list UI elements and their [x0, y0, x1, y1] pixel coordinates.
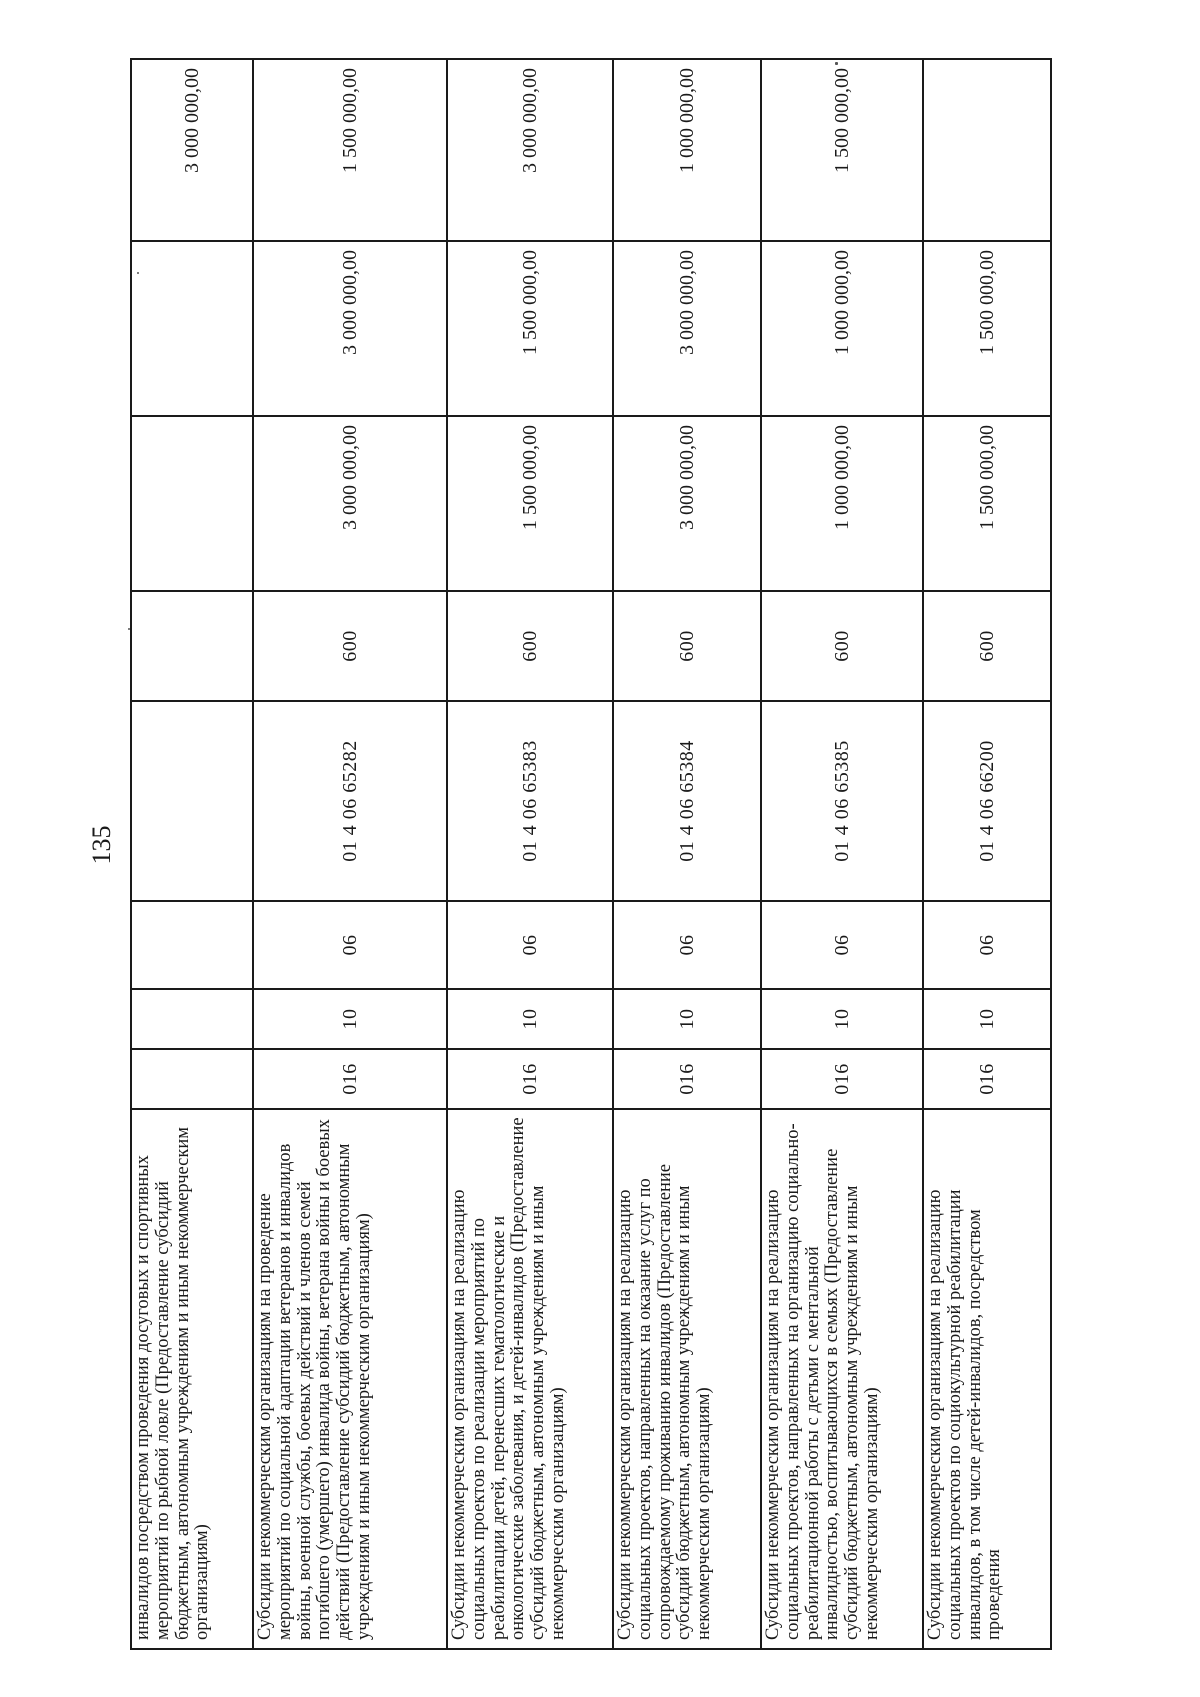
expense-type-cell: 600 [761, 591, 923, 701]
expense-type-cell [131, 591, 253, 701]
target-code-cell [131, 701, 253, 901]
amount-year-3-cell: 1 500 000,00 [253, 59, 447, 241]
table-row [131, 59, 253, 1649]
amount-year-1-cell: 1 000 000,00 [761, 416, 923, 591]
expense-type-cell: 600 [253, 591, 447, 701]
scan-speck [128, 628, 130, 630]
section-code-cell: 10 [923, 989, 1051, 1049]
expense-type-cell: 600 [923, 591, 1051, 701]
amount-year-3-cell [923, 59, 1051, 241]
amount-year-3-cell: 1 000 000,00 [613, 59, 761, 241]
target-code-cell: 01 4 06 66200 [923, 701, 1051, 901]
table-row [923, 59, 1051, 1649]
amount-year-2-cell [131, 241, 253, 416]
amount-year-1-cell [131, 416, 253, 591]
ministry-code-cell: 016 [613, 1049, 761, 1109]
subsection-code-cell [131, 901, 253, 989]
scan-speck [137, 272, 139, 274]
amount-year-1-cell: 3 000 000,00 [253, 416, 447, 591]
amount-year-1-cell: 3 000 000,00 [613, 416, 761, 591]
amount-year-2-cell: 1 500 000,00 [923, 241, 1051, 416]
table-row [253, 59, 447, 1649]
subsection-code-cell: 06 [447, 901, 613, 989]
description-cell: инвалидов посредством проведения досуговых и спортивных мероприятий по рыбной ловле (Предоставление субсидий бюджетным, автономным учреждениям и иным некоммерческим организациям) [131, 1109, 253, 1649]
subsection-code-cell: 06 [761, 901, 923, 989]
ministry-code-cell: 016 [447, 1049, 613, 1109]
table-row [761, 59, 923, 1649]
ministry-code-cell: 016 [761, 1049, 923, 1109]
budget-table [130, 58, 1052, 1650]
target-code-cell: 01 4 06 65383 [447, 701, 613, 901]
description-cell: Субсидии некоммерческим организациям на реализацию социальных проектов по реализации мероприятий по реабилитации детей, перенесших гематологические и онкологические заболевания, и детей-инвалидов (Предоставление субсидий бюджетным, автономным учреждениям и иным некоммерческим организациям) [447, 1109, 613, 1649]
amount-year-3-cell: 1 500 000,00 [761, 59, 923, 241]
section-code-cell: 10 [613, 989, 761, 1049]
scan-speck [835, 62, 838, 65]
amount-year-2-cell: 1 000 000,00 [761, 241, 923, 416]
subsection-code-cell: 06 [613, 901, 761, 989]
description-cell: Субсидии некоммерческим организациям на реализацию социальных проектов по социокультурной реабилитации инвалидов, в том числе детей-инвалидов, посредством проведения [923, 1109, 1051, 1649]
description-cell: Субсидии некоммерческим организациям на проведение мероприятий по социальной адаптации ветеранов и инвалидов войны, военной службы, боевых действий и членов семей погибшего (умершего) инвалида войны, ветерана войны и боевых действий (Предоставление субсидий бюджетным, автономным учреждениям и иным некоммерческим организациям) [253, 1109, 447, 1649]
page-number: 135 [87, 825, 116, 865]
section-code-cell [131, 989, 253, 1049]
section-code-cell: 10 [447, 989, 613, 1049]
budget-table-rotated [130, 60, 1050, 1650]
amount-year-1-cell: 1 500 000,00 [923, 416, 1051, 591]
amount-year-2-cell: 3 000 000,00 [253, 241, 447, 416]
target-code-cell: 01 4 06 65385 [761, 701, 923, 901]
amount-year-2-cell: 1 500 000,00 [447, 241, 613, 416]
section-code-cell: 10 [253, 989, 447, 1049]
target-code-cell: 01 4 06 65282 [253, 701, 447, 901]
ministry-code-cell: 016 [253, 1049, 447, 1109]
description-cell: Субсидии некоммерческим организациям на реализацию социальных проектов, направленных на организацию социально-реабилитационной работы с детьми с ментальной инвалидностью, воспитывающихся в семьях (Предоставление субсидий бюджетным, автономным учреждениям и иным некоммерческим организациям) [761, 1109, 923, 1649]
amount-year-3-cell: 3 000 000,00 [447, 59, 613, 241]
subsection-code-cell: 06 [253, 901, 447, 989]
expense-type-cell: 600 [447, 591, 613, 701]
amount-year-2-cell: 3 000 000,00 [613, 241, 761, 416]
amount-year-3-cell: 3 000 000,00 [131, 59, 253, 241]
ministry-code-cell [131, 1049, 253, 1109]
subsection-code-cell: 06 [923, 901, 1051, 989]
target-code-cell: 01 4 06 65384 [613, 701, 761, 901]
amount-year-1-cell: 1 500 000,00 [447, 416, 613, 591]
ministry-code-cell: 016 [923, 1049, 1051, 1109]
expense-type-cell: 600 [613, 591, 761, 701]
section-code-cell: 10 [761, 989, 923, 1049]
description-cell: Субсидии некоммерческим организациям на реализацию социальных проектов, направленных на оказание услуг по сопровождаемому проживанию инвалидов (Предоставление субсидий бюджетным, автономным учреждениям и иным некоммерческим организациям) [613, 1109, 761, 1649]
table-row [447, 59, 613, 1649]
table-row [613, 59, 761, 1649]
